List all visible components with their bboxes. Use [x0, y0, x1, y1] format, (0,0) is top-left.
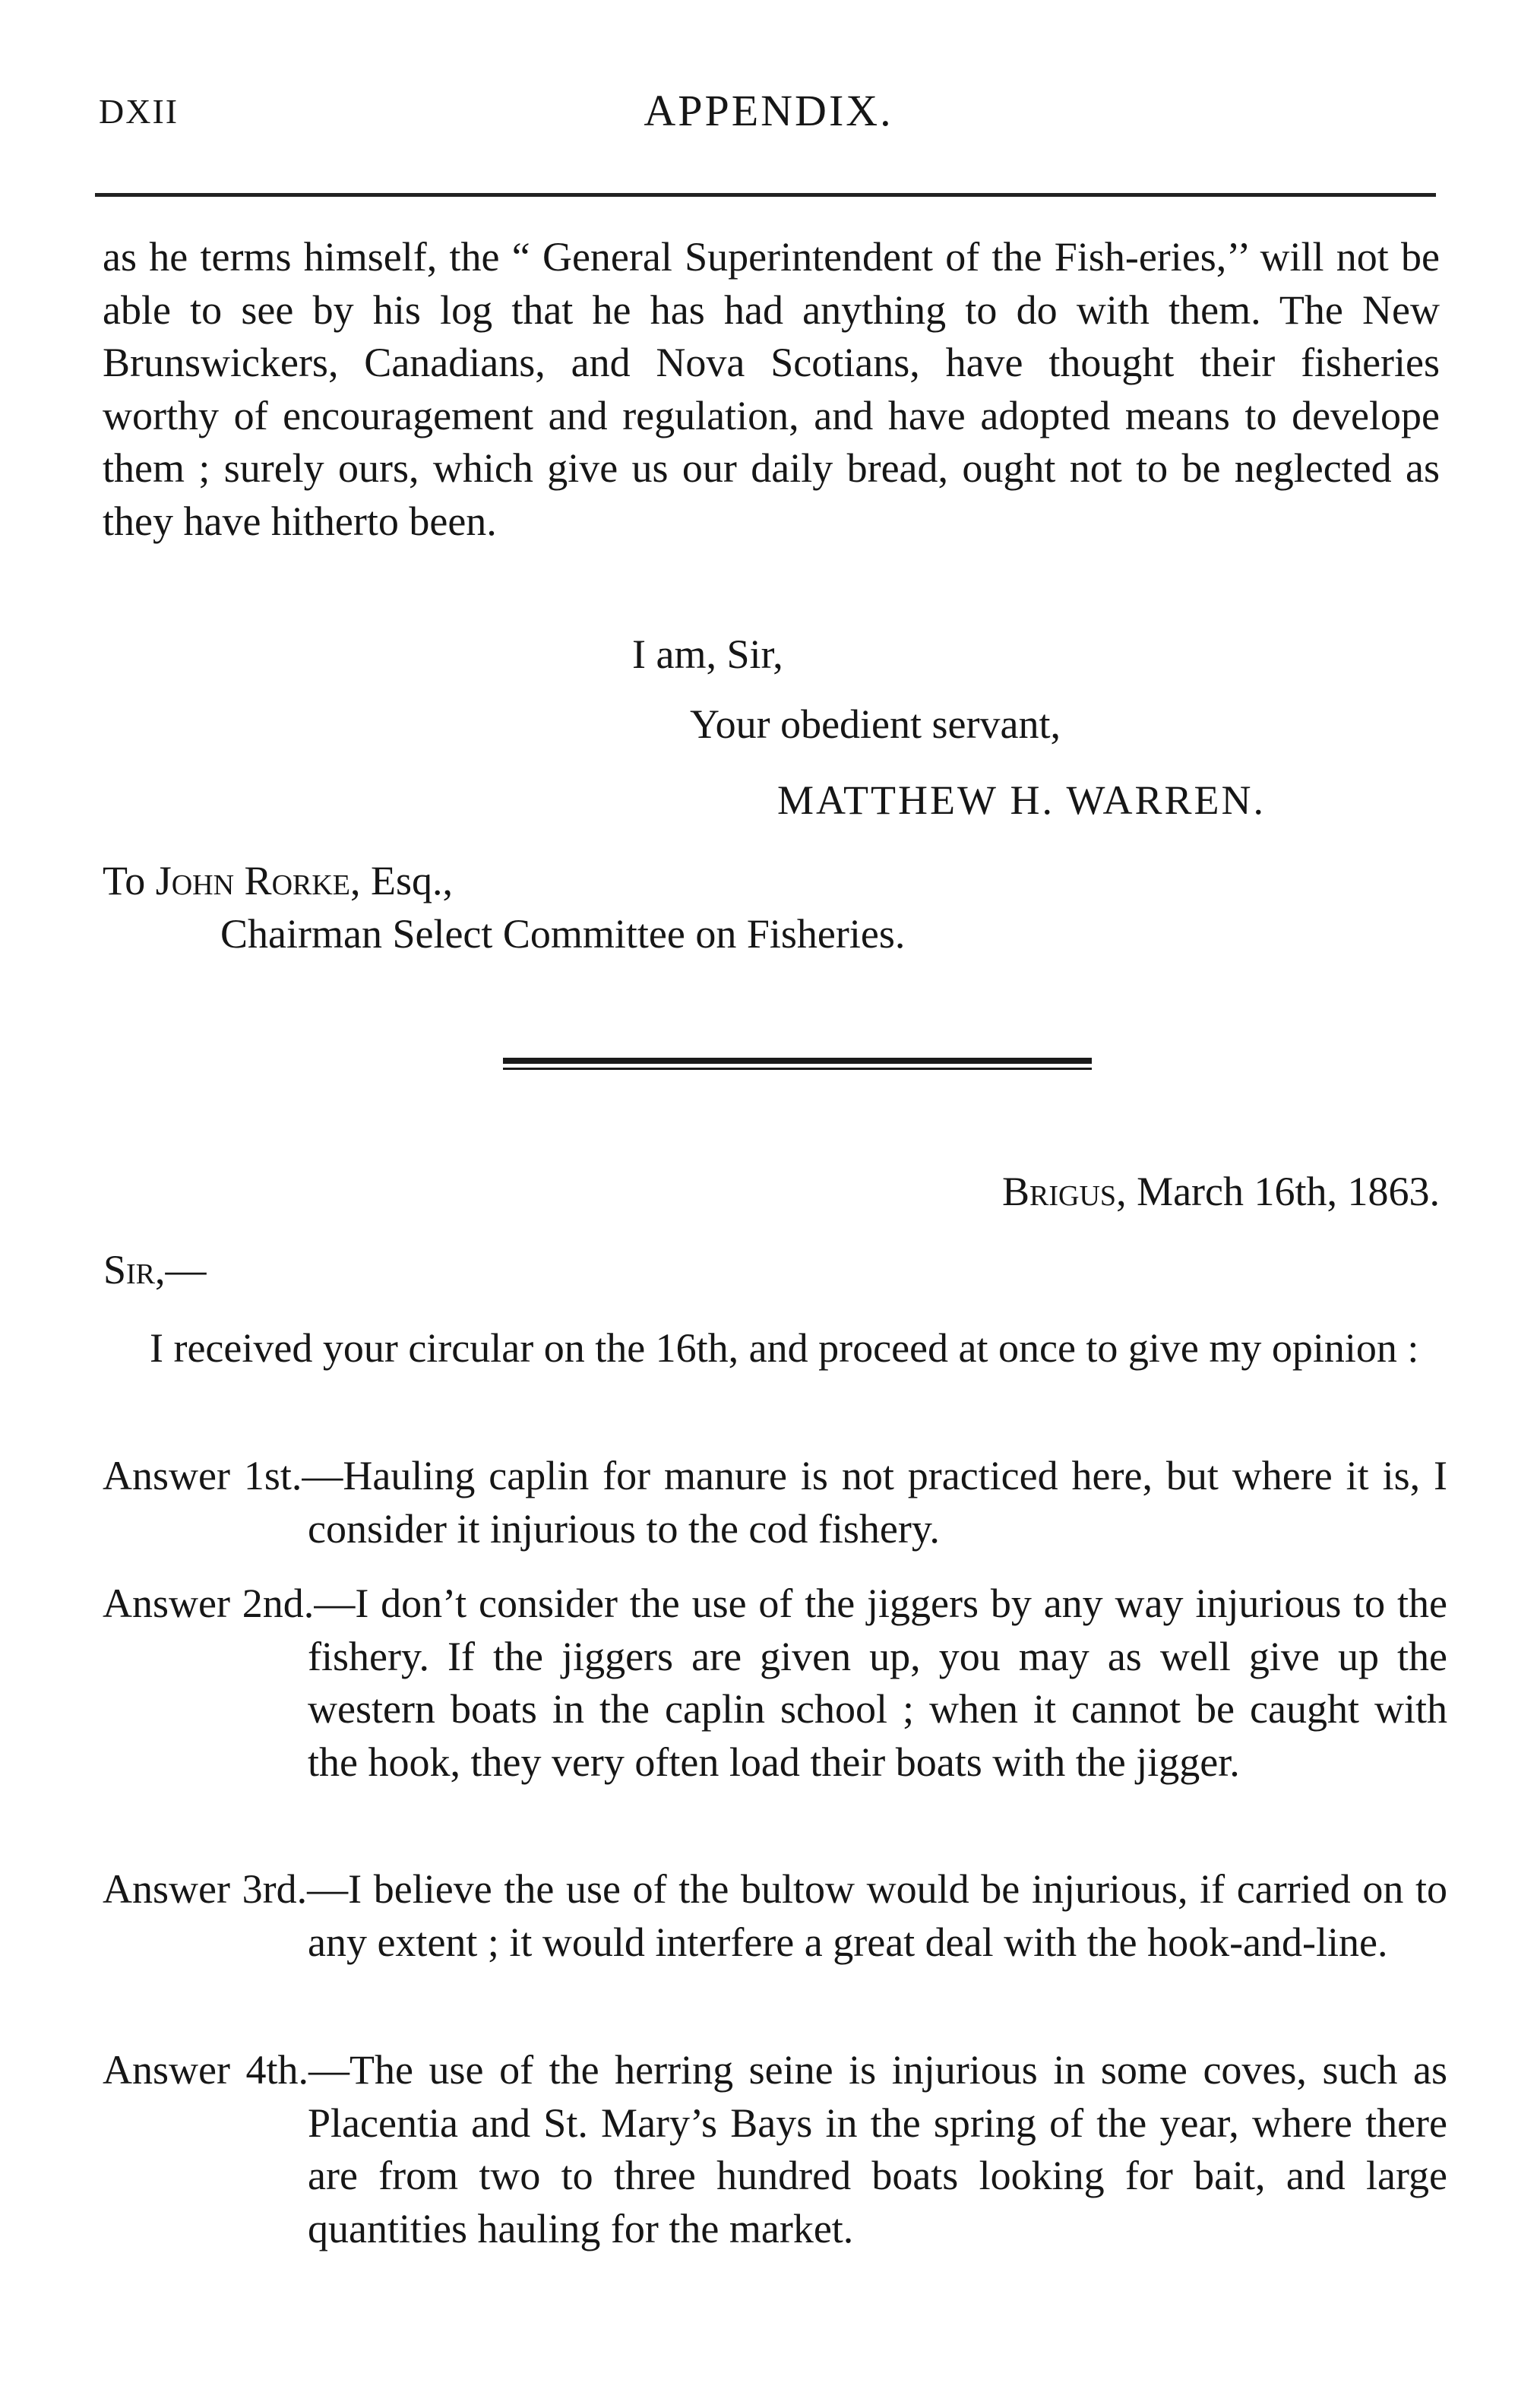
closing-line-2: Your obedient servant,	[690, 701, 1061, 747]
page-number: DXII	[99, 92, 179, 131]
signature: MATTHEW H. WARREN.	[777, 777, 1266, 823]
section-divider	[503, 1058, 1092, 1071]
addressee-prefix: To	[103, 858, 156, 903]
answer-label: Answer 3rd.	[103, 1866, 308, 1912]
answer-label: Answer 4th.	[103, 2047, 309, 2093]
answer-label: Answer 2nd.	[103, 1581, 315, 1626]
closing-line-1: I am, Sir,	[632, 631, 783, 677]
addressee-suffix: , Esq.,	[350, 858, 454, 903]
answer-label: Answer 1st.	[103, 1453, 302, 1498]
addressee-title: Chairman Select Committee on Fisheries.	[220, 911, 906, 957]
answer-text: The use of the herring seine is injurious in some coves, such as Placentia and St. Mary’s Bays in the spring of the year, where there are from two to three hundred boats looking for bait, and large quantities hauling for the market.	[308, 2047, 1447, 2251]
running-title: APPENDIX.	[644, 86, 893, 135]
answer-text: Hauling caplin for manure is not practiced here, but where it is, I consider it injurious to the cod fishery.	[308, 1453, 1447, 1552]
answer-text: I don’t consider the use of the jiggers by any way injurious to the fishery. If the jiggers are given up, you may as well give up the western boats in the caplin school ; when it cannot be caught with the hook, they very often load their boats with the jigger.	[308, 1581, 1447, 1785]
answer-item: Answer 4th.—The use of the herring seine is injurious in some coves, such as Placentia and St. Mary’s Bays in the spring of the year, where there are from two to three hundred boats looking for bait, and large quantities hauling for the market.	[103, 2047, 1447, 2251]
answer-item: Answer 2nd.—I don’t consider the use of the jiggers by any way injurious to the fishery. If the jiggers are given up, you may as well give up the western boats in the caplin school ; when it cannot be caught with the hook, they very often load their boats with the jigger.	[103, 1581, 1447, 1785]
answer-item: Answer 1st.—Hauling caplin for manure is not practiced here, but where it is, I consider it injurious to the cod fishery.	[103, 1453, 1447, 1552]
divider-thin-rule	[503, 1068, 1092, 1070]
header-rule	[95, 193, 1436, 197]
dateline	[1002, 1168, 1440, 1215]
dateline-place: Brigus	[1002, 1169, 1117, 1214]
addressee-name: John Rorke	[155, 858, 351, 903]
salutation: Sir,—	[103, 1247, 207, 1293]
answer-text: I believe the use of the bultow would be injurious, if carried on to any extent ; it would interfere a great deal with the hook-and-line.	[308, 1866, 1447, 1965]
divider-thick-rule	[503, 1058, 1092, 1064]
answer-item: Answer 3rd.—I believe the use of the bultow would be injurious, if carried on to any extent ; it would interfere a great deal with the hook-and-line.	[103, 1866, 1447, 1965]
letter-intro-paragraph: I received your circular on the 16th, and proceed at once to give my opinion :	[150, 1325, 1419, 1371]
running-head	[99, 85, 1438, 146]
letter-body-paragraph: as he terms himself, the “ General Superintendent of the Fish-eries,’’ will not be able to see by his log that he has had anything to do with them. The New Brunswickers, Canadians, and Nova Scotians, have thought their fisheries worthy of encouragement and regulation, and have adopted means to develope them ; surely ours, which give us our daily bread, ought not to be neglected as they have hitherto been.	[103, 234, 1440, 544]
addressee-line	[103, 857, 453, 904]
dateline-date: , March 16th, 1863.	[1116, 1169, 1440, 1214]
